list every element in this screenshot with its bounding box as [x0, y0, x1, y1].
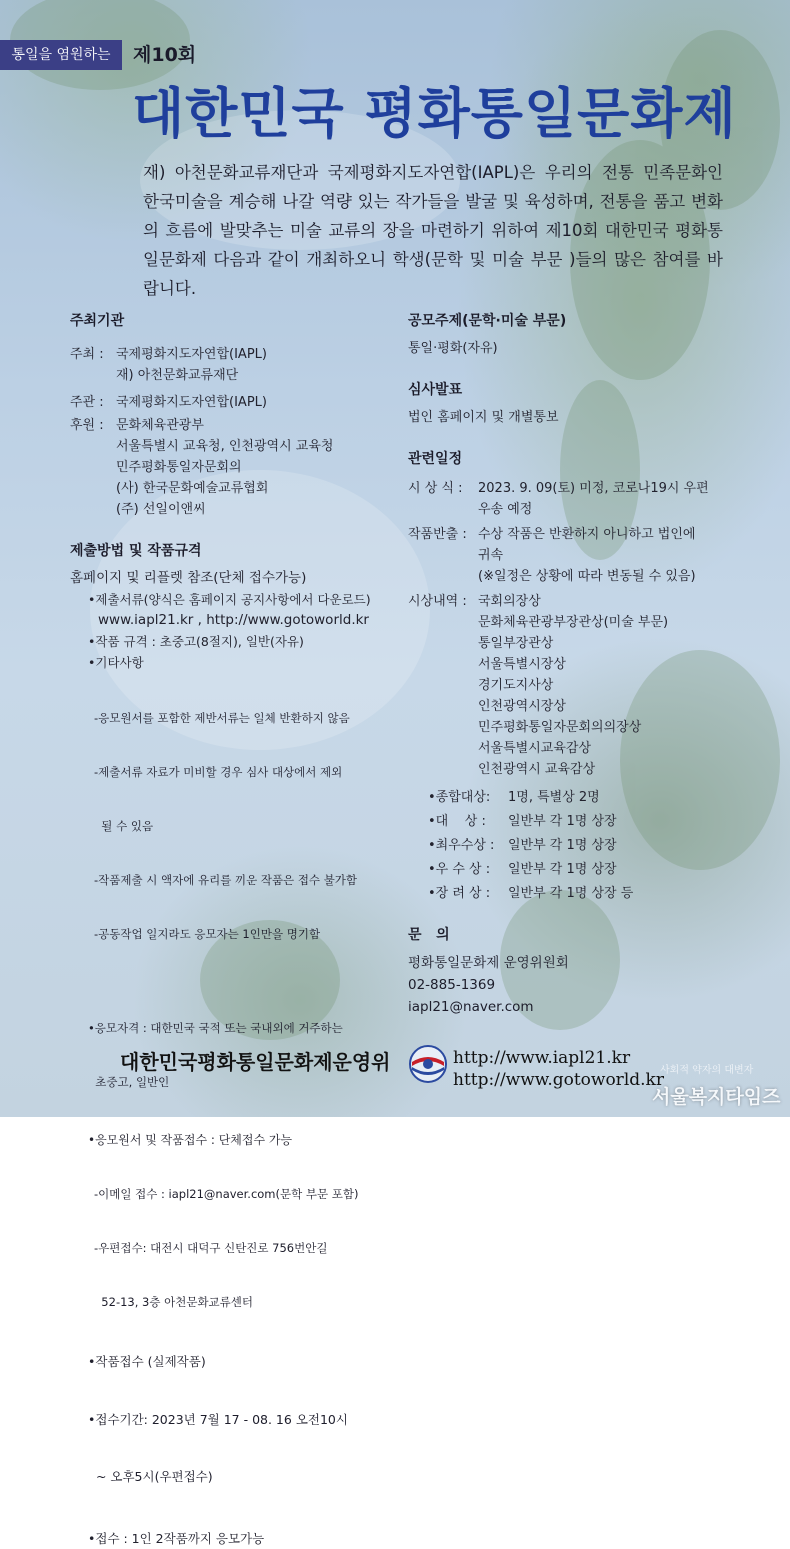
organizer-row: [70, 392, 395, 413]
ceremony-values: [478, 478, 709, 520]
prize-row: [428, 834, 738, 858]
apply-item: -이메일 접수 : iapl21@naver.com(문학 부문 포함): [94, 1187, 359, 1201]
watermark-tagline: 사회적 약자의 대변자: [660, 1065, 754, 1076]
etc-item: -공동작업 일지라도 응모자는 1인만을 명기함: [94, 927, 321, 941]
etc-item: -제출서류 자료가 미비할 경우 심사 대상에서 제외: [94, 765, 343, 779]
sponsor-row: [70, 415, 395, 520]
etc-title: •기타사항: [88, 655, 144, 670]
qualification-line: 초중고, 일반인: [88, 1075, 170, 1089]
period-line: •접수기간: 2023년 7월 17 - 08. 16 오전10시: [88, 1412, 348, 1427]
globe-logo-icon: [408, 1044, 448, 1084]
award-item: 서울특별시교육감상: [478, 741, 592, 756]
award-item: 인천광역시 교육감상: [478, 762, 596, 777]
size-spec: •작품 규격 : 초중고(8절지), 일반(자유): [88, 634, 304, 649]
award-item: 서울특별시장상: [478, 657, 566, 672]
prize-label: •최우수상 :: [428, 838, 495, 853]
return-values: [478, 524, 696, 587]
etc-item: -응모원서를 포함한 제반서류는 일체 반환하지 않음: [94, 711, 350, 725]
schedule-section-title: 관련일정: [408, 451, 463, 467]
prize-label: •우 수 상 :: [428, 862, 491, 877]
result-section-title: 심사발표: [408, 382, 463, 398]
actual-work: •작품접수 (실제작품): [88, 1354, 206, 1369]
result-value: 법인 홈페이지 및 개별통보: [408, 410, 559, 425]
host-value: 재) 아천문화교류재단: [116, 368, 239, 383]
return-value: 귀속: [478, 548, 504, 563]
return-value: (※일정은 상황에 따라 변동될 수 있음): [478, 569, 696, 584]
apply-title: •응모원서 및 작품접수 : 단체접수 가능: [88, 1133, 293, 1147]
host-section-title: 주최기관: [70, 313, 125, 329]
sponsor-value: 문화체육관광부: [116, 418, 204, 433]
prize-value: 일반부 각 1명 상장: [508, 862, 617, 877]
return-row: [408, 524, 738, 587]
sponsor-values: [116, 415, 333, 520]
tagline-badge: 통일을 염원하는: [0, 40, 122, 70]
apply-item: -우편접수: 대전시 대덕구 신탄진로 756번안길: [94, 1241, 328, 1255]
apply-list: [94, 1149, 395, 1347]
main-title: 대한민국 평화통일문화제: [132, 82, 737, 145]
theme-section-title: 공모주제(문학·미술 부문): [408, 313, 567, 329]
ceremony-label: 시 상 식 :: [408, 481, 463, 496]
prize-value: 1명, 특별상 2명: [508, 790, 600, 805]
prize-list: [428, 786, 738, 906]
edition-label: 제10회: [133, 44, 197, 66]
footer-organization: 대한민국평화통일문화제운영위: [120, 1050, 391, 1074]
sponsor-value: 민주평화통일자문회의: [116, 460, 242, 475]
prize-row: [428, 858, 738, 882]
award-item: 문화체육관광부장관상(미술 부문): [478, 615, 669, 630]
award-item: 통일부장관상: [478, 636, 554, 651]
host-values: [116, 344, 267, 386]
awards-label: 시상내역 :: [408, 594, 467, 609]
award-item: 경기도지사상: [478, 678, 554, 693]
submit-section-title: 제출방법 및 작품규격: [70, 543, 202, 559]
contact-org: 평화통일문화제 운영위원회: [408, 955, 569, 971]
ceremony-row: [408, 478, 738, 520]
period-line: ~ 오후5시(우편접수): [88, 1469, 213, 1484]
contact-section-title: 문 의: [408, 927, 450, 943]
award-item: 인천광역시장상: [478, 699, 566, 714]
host-row: [70, 344, 395, 386]
contact-email[interactable]: iapl21@naver.com: [408, 999, 534, 1015]
return-label: 작품반출 :: [408, 527, 467, 542]
limit: •접수 : 1인 2작품까지 응모가능: [88, 1531, 265, 1546]
contact-phone: 02-885-1369: [408, 977, 496, 993]
ceremony-value: 2023. 9. 09(토) 미정, 코로나19시 우편: [478, 481, 709, 496]
etc-item: -작품제출 시 액자에 유리를 끼운 작품은 접수 불가함: [94, 873, 358, 887]
watermark-logo: 서울복지타임즈: [652, 1086, 781, 1108]
apply-item: 52-13, 3층 아천문화교류센터: [94, 1295, 253, 1309]
etc-item: 될 수 있음: [94, 819, 154, 833]
footer-urls: [453, 1047, 664, 1091]
prize-row: [428, 882, 738, 906]
docs-label: •제출서류(양식은 홈페이지 공지사항에서 다운로드): [88, 592, 371, 607]
award-item: 국회의장상: [478, 594, 541, 609]
awards-values: [478, 591, 668, 780]
organizer-label: 주관 :: [70, 395, 104, 410]
prize-label: •대 상 :: [428, 814, 486, 829]
prize-value: 일반부 각 1명 상장: [508, 838, 617, 853]
right-column: [408, 310, 738, 1018]
return-value: 수상 작품은 반환하지 아니하고 법인에: [478, 527, 696, 542]
sponsor-value: 서울특별시 교육청, 인천광역시 교육청: [116, 439, 334, 454]
footer-url-gotoworld[interactable]: http://www.gotoworld.kr: [453, 1070, 664, 1090]
intro-paragraph: 재) 아천문화교류재단과 국제평화지도자연합(IAPL)은 우리의 전통 민족문화인 한국미술을 계승해 나갈 역량 있는 작가들을 발굴 및 육성하며, 전통을 품고 변화의 흐름에 발맞추는 미술 교류의 장을 마련하기 위하여 제10회 대한민국 평화통일문화제 다음과 같이 개최하오니 학생(문학 및 미술 부문 )들의 많은 참여를 바랍니다.: [143, 163, 723, 298]
host-value: 국제평화지도자연합(IAPL): [116, 347, 267, 362]
prize-value: 일반부 각 1명 상장 등: [508, 886, 634, 901]
prize-value: 일반부 각 1명 상장: [508, 814, 617, 829]
period: [88, 1372, 395, 1524]
award-item: 민주평화통일자문회의의장상: [478, 720, 642, 735]
etc-list: [94, 673, 395, 979]
awards-row: [408, 591, 738, 780]
theme-value: 통일·평화(자유): [408, 341, 498, 356]
sponsor-label: 후원 :: [70, 418, 104, 433]
qualification-line: •응모자격 : 대한민국 국적 또는 국내외에 거주하는: [88, 1021, 343, 1035]
host-label: 주최 :: [70, 347, 104, 362]
sponsor-value: (사) 한국문화예술교류협회: [116, 481, 269, 496]
contact-lines: [408, 952, 738, 1018]
prize-row: [428, 786, 738, 810]
footer-url-iapl[interactable]: http://www.iapl21.kr: [453, 1048, 631, 1068]
sponsor-value: (주) 선일이앤씨: [116, 502, 206, 517]
left-column: [70, 310, 395, 1549]
organizer-value: 국제평화지도자연합(IAPL): [116, 395, 267, 410]
prize-label: •장 려 상 :: [428, 886, 491, 901]
prize-label: •종합대상:: [428, 790, 491, 805]
ceremony-value: 우송 예정: [478, 502, 533, 517]
docs-urls: www.iapl21.kr , http://www.gotoworld.kr: [98, 612, 369, 628]
submit-intro: 홈페이지 및 리플렛 참조(단체 접수가능): [70, 570, 307, 586]
prize-row: [428, 810, 738, 834]
